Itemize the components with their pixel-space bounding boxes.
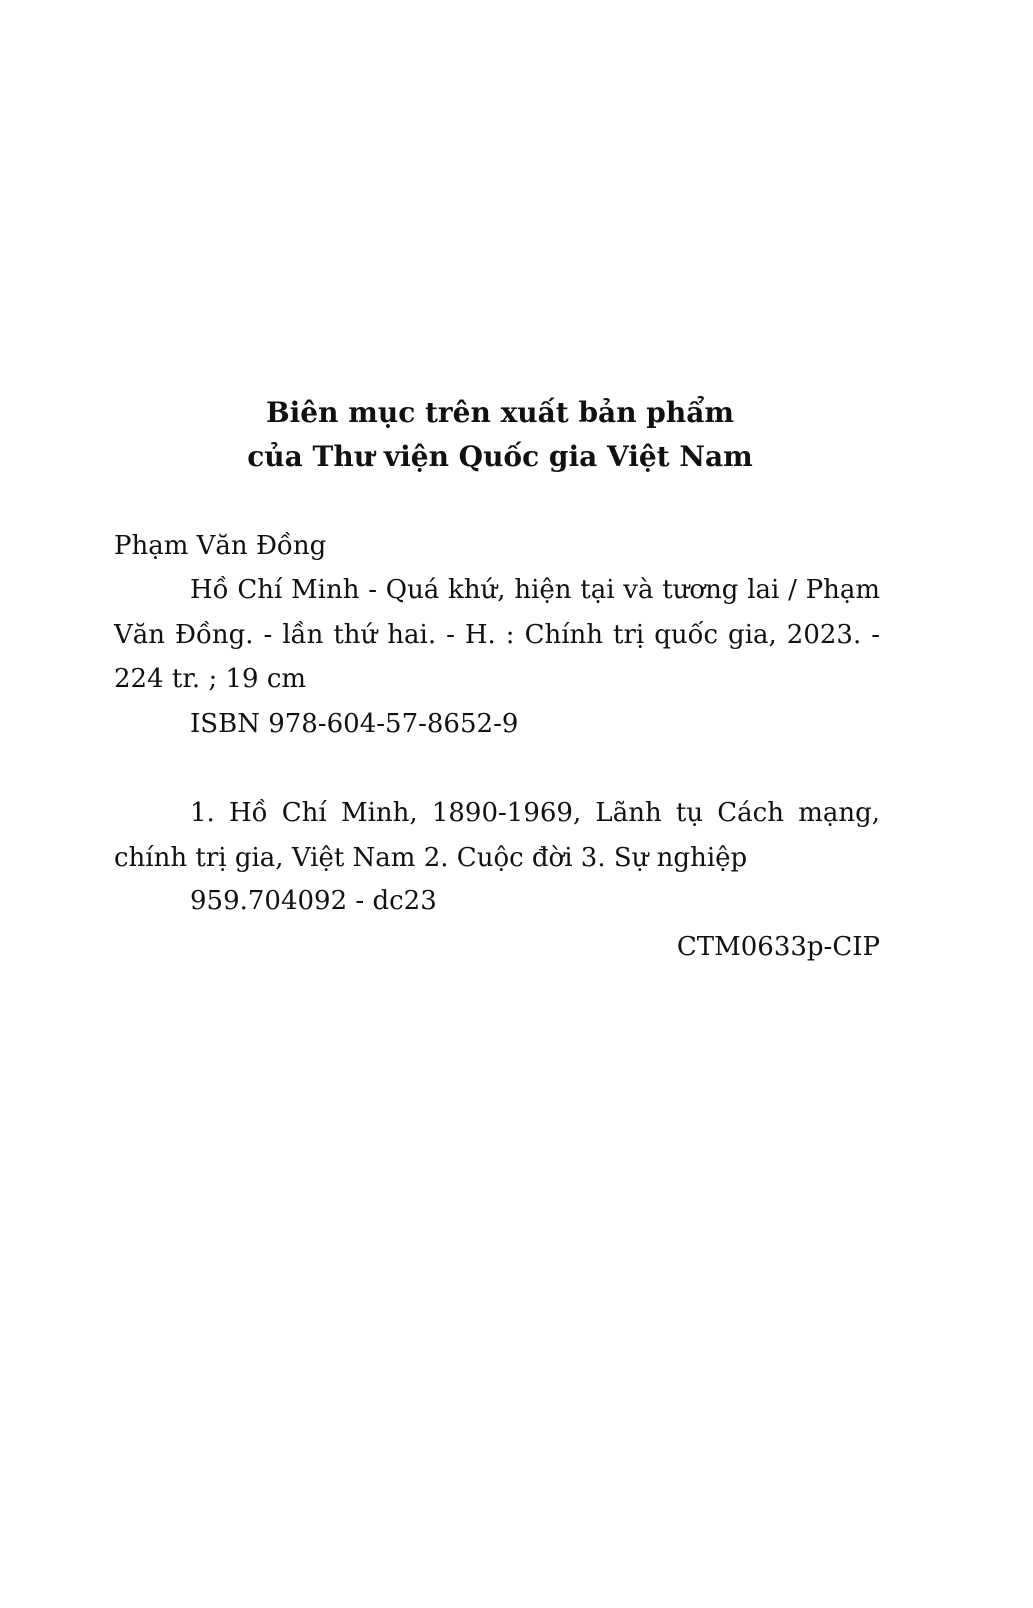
author-name: Phạm Văn Đồng <box>114 531 327 561</box>
bibliographic-description: Hồ Chí Minh - Quá khứ, hiện tại và tương lai / Phạm Văn Đồng. - lần thứ hai. - H. : Chính trị quốc gia, 2023. - 224 tr. ; 19 cm <box>114 575 880 694</box>
cip-code: CTM0633p-CIP <box>676 932 880 962</box>
isbn: ISBN 978-604-57-8652-9 <box>190 709 519 739</box>
cip-heading-line-2: của Thư viện Quốc gia Việt Nam <box>247 440 753 473</box>
classification-number: 959.704092 - dc23 <box>190 886 437 916</box>
cip-heading-line-1: Biên mục trên xuất bản phẩm <box>265 396 734 429</box>
subject-headings: 1. Hồ Chí Minh, 1890-1969, Lãnh tụ Cách mạng, chính trị gia, Việt Nam 2. Cuộc đời 3. Sự nghiệp <box>114 798 880 873</box>
